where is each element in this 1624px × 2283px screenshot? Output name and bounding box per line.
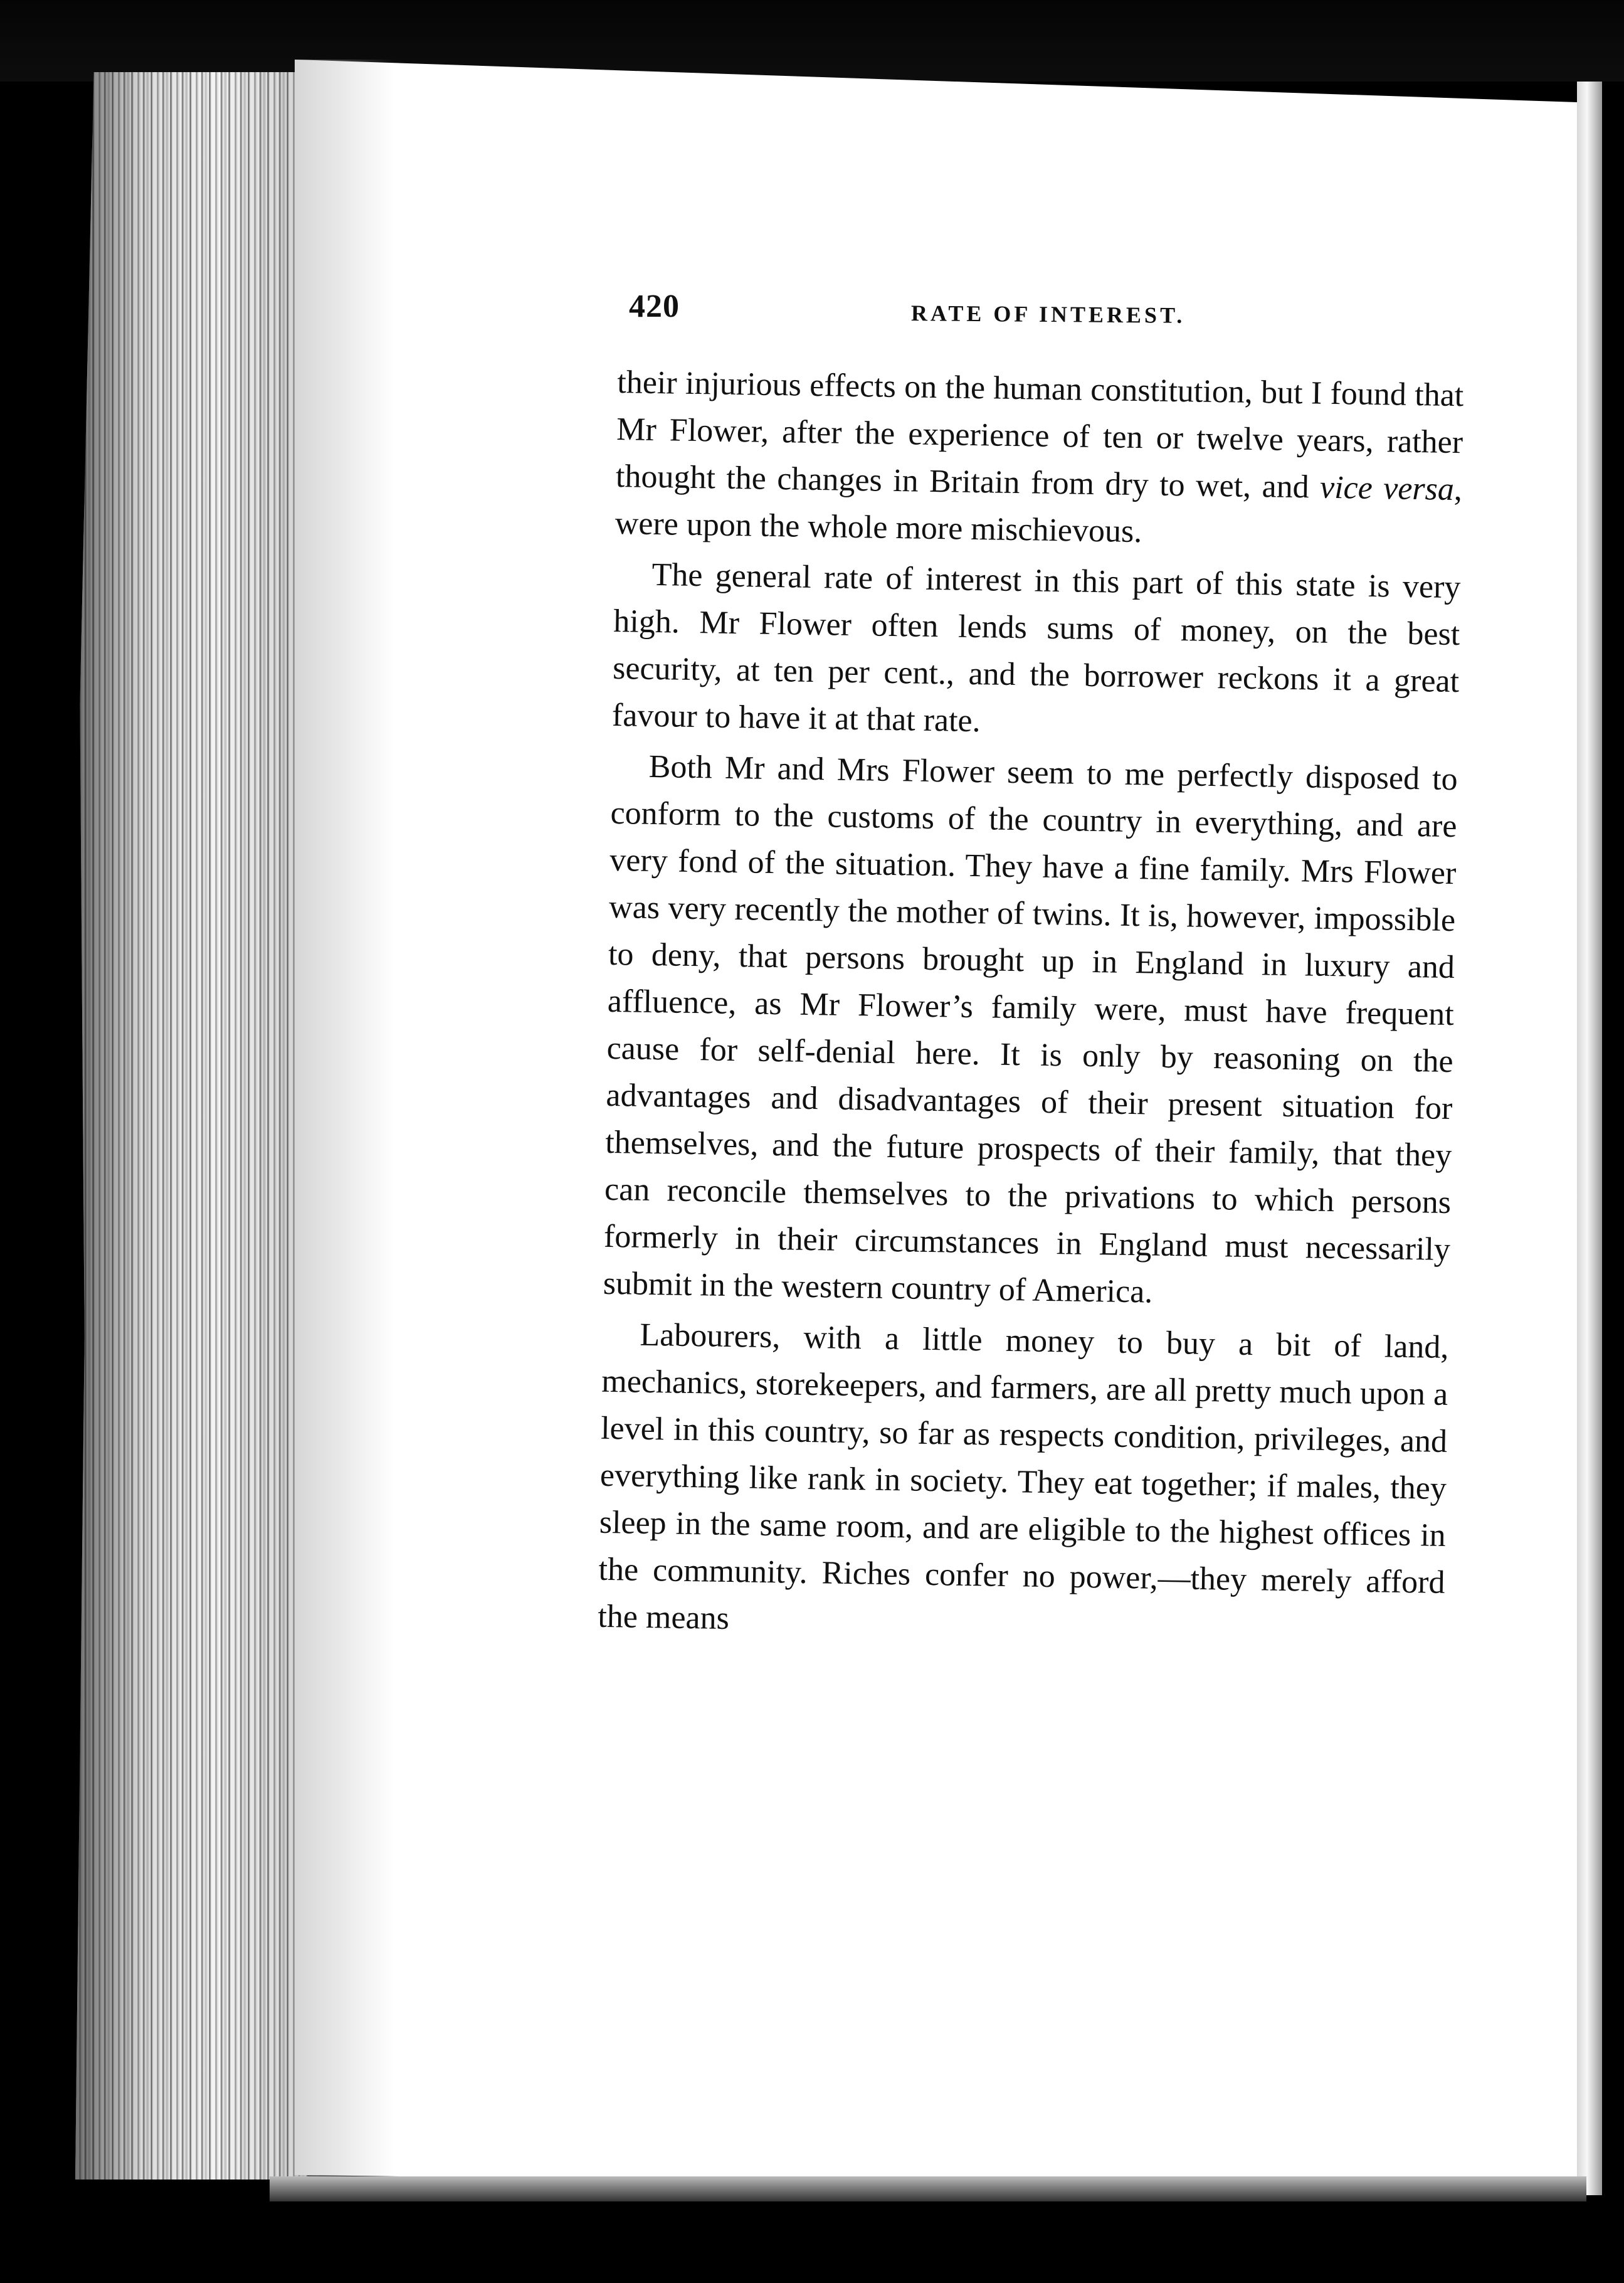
paragraph-text: Both Mr and Mrs Flower seem to me perfectly disposed to conform to the customs of the country in everything, and are very fond of the situation. They have a fine family. Mrs Flower was very recently the mother of twins. It is, however, impossible to deny, that persons brought up in England in luxury and affluence, as Mr Flower’s family were, must have frequent cause for self-denial here. It is only by reasoning on the advantages and disadvantages of their present situation for themselves, and the future prospects of their family, that they can reconcile themselves to the privations to which persons formerly in their circumstances in England must necessarily submit in the western country of America. — [603, 748, 1458, 1310]
paragraph-text: their injurious effects on the human constitution, but I found that Mr Flower, after the experience of ten or twelve years, rather thought the changes in Britain from dry to wet, and — [615, 364, 1464, 506]
paragraph — [598, 1311, 1449, 1653]
paragraph — [611, 551, 1461, 752]
page-gutter-shadow — [295, 60, 395, 2192]
scanner-shadow — [0, 0, 1624, 82]
running-head — [629, 279, 1218, 336]
paragraph-text: The general rate of interest in this part of this state is very high. Mr Flower often lends sums of money, on the best security, at ten per cent., and the borrower reckons it a great favour to have it at that rate. — [611, 556, 1461, 739]
facing-page-edge — [1577, 82, 1602, 2195]
body-text — [598, 359, 1464, 1657]
paragraph — [614, 359, 1464, 560]
paragraph-text: Labourers, with a little money to buy a bit of land, mechanics, storekeepers, and farmers, are all pretty much upon a level in this country, so far as respects condition, privileges, and everything like rank in society. They eat together; if males, they sleep in the same room, and are eligible to the highest offices in the community. Riches confer no power,—they merely afford the means — [598, 1316, 1449, 1637]
paragraph-text: , were upon the whole more mischievous. — [614, 471, 1463, 550]
italic-phrase: vice versa — [1319, 469, 1455, 507]
running-title: RATE OF INTEREST. — [910, 300, 1186, 328]
fore-edge-shading — [75, 72, 307, 2180]
page-bottom-edge — [270, 2176, 1586, 2201]
page-number: 420 — [629, 289, 680, 324]
paragraph — [603, 743, 1458, 1320]
